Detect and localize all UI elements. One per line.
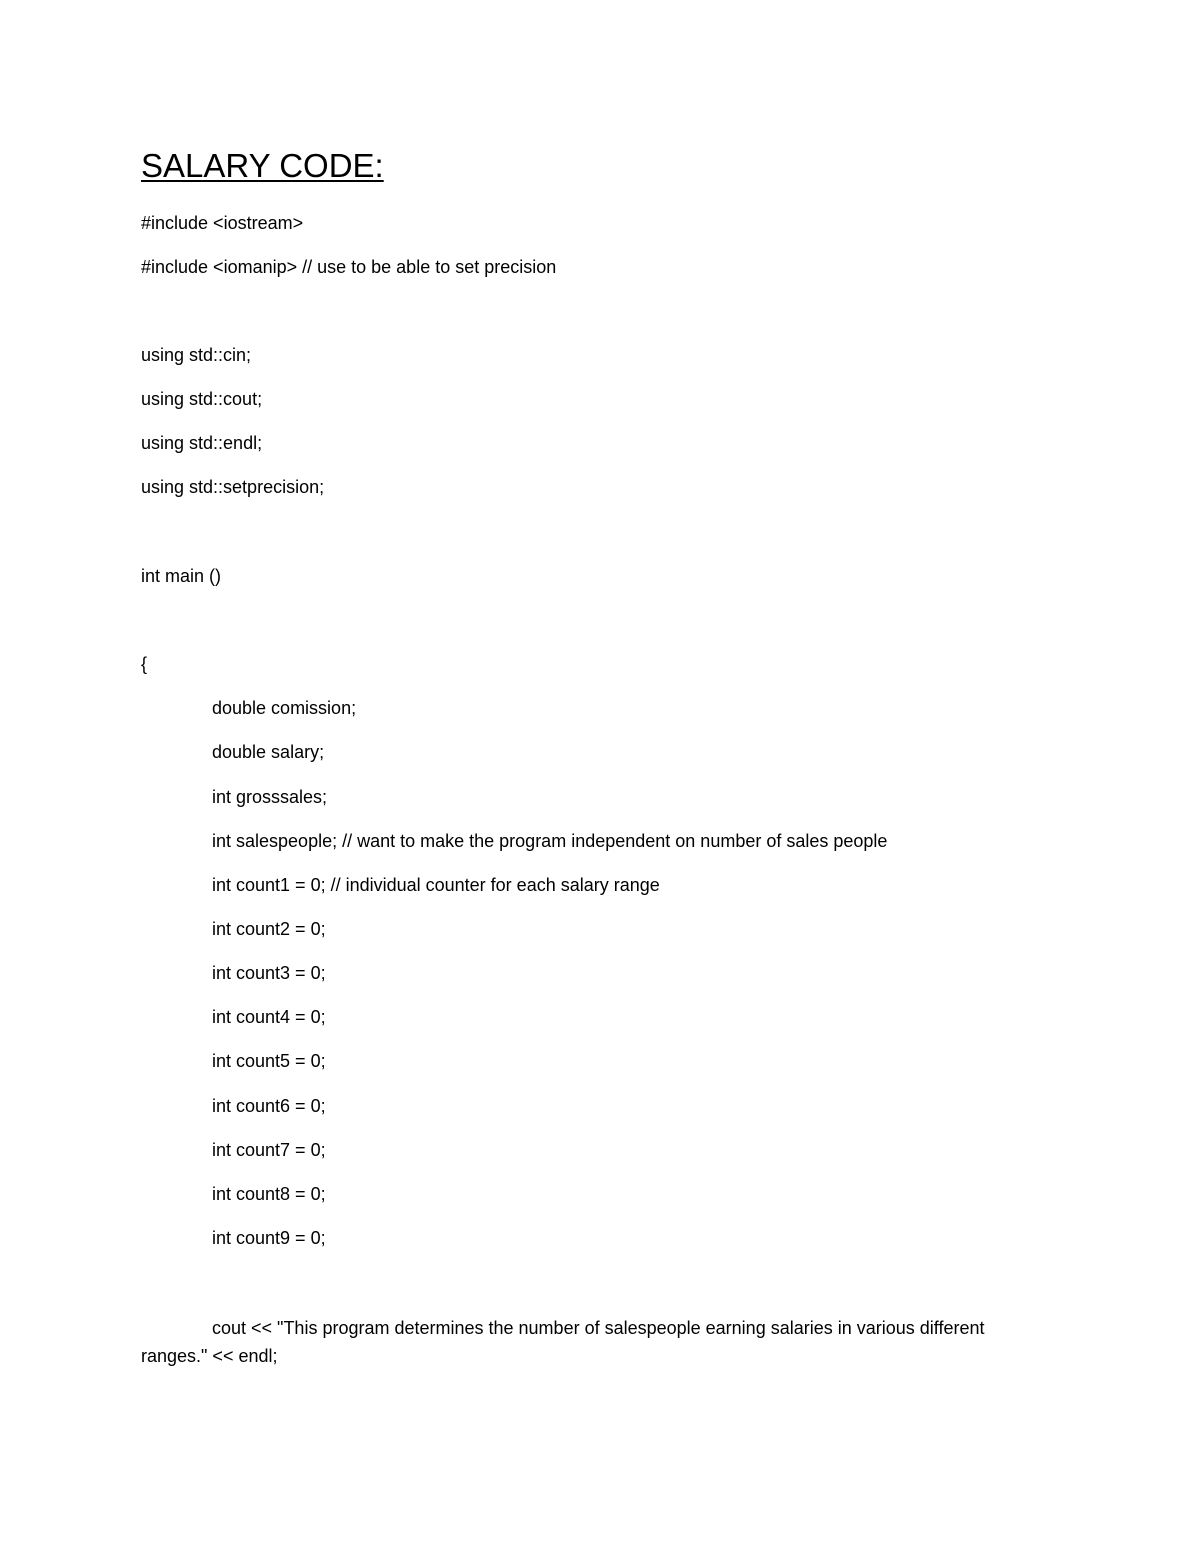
code-line-int-grosssales: int grosssales; xyxy=(212,787,328,807)
code-line-using-endl: using std::endl; xyxy=(141,433,263,453)
code-line-count9: int count9 = 0; xyxy=(212,1228,326,1248)
code-line-count6: int count6 = 0; xyxy=(212,1096,326,1116)
code-line-double-salary: double salary; xyxy=(212,742,325,762)
code-line-include-iomanip: #include <iomanip> // use to be able to set precision xyxy=(141,257,557,277)
code-line-main-signature: int main () xyxy=(141,566,222,586)
code-line-double-comission: double comission; xyxy=(212,698,357,718)
code-line-using-cout: using std::cout; xyxy=(141,389,263,409)
code-line-count4: int count4 = 0; xyxy=(212,1007,326,1027)
code-line-int-salespeople: int salespeople; // want to make the program independent on number of sales people xyxy=(212,831,888,851)
document-title: SALARY CODE: xyxy=(141,147,384,184)
code-line-count5: int count5 = 0; xyxy=(212,1051,326,1071)
code-line-count3: int count3 = 0; xyxy=(212,963,326,983)
code-line-cout-statement: cout << "This program determines the number of salespeople earning salaries in various different ranges." << endl; xyxy=(141,1318,985,1366)
code-line-count7: int count7 = 0; xyxy=(212,1140,326,1160)
code-line-using-setprecision: using std::setprecision; xyxy=(141,477,325,497)
code-line-count2: int count2 = 0; xyxy=(212,919,326,939)
code-line-open-brace: { xyxy=(141,654,148,674)
code-line-count1: int count1 = 0; // individual counter for each salary range xyxy=(212,875,660,895)
code-line-using-cin: using std::cin; xyxy=(141,345,252,365)
code-line-count8: int count8 = 0; xyxy=(212,1184,326,1204)
code-line-include-iostream: #include <iostream> xyxy=(141,213,304,233)
